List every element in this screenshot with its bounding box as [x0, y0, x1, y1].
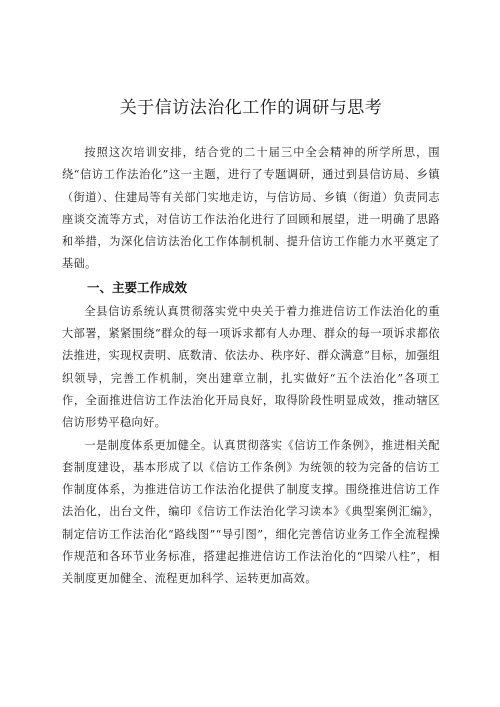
intro-paragraph: 按照这次培训安排，结合党的二十届三中全会精神的所学所思，围绕“信访工作法治化”这一主题，进行了专题调研，通过到县信访局、乡镇（街道）、住建局等有关部门实地走访，与信访局、乡镇（街道）负责同志座谈交流等方式，对信访工作法治化进行了回顾和展望，进一明确了思路和举措，为深化信访法治化工作体制机制、提升信访工作能力水平奠定了基础。	[62, 146, 440, 271]
section1-paragraph-2: 一是制度体系更加健全。认真贯彻落实《信访工作条例》，推进相关配套制度建设，基本形成了以《信访工作条例》为统领的较为完备的信访工作制度体系，为推进信访工作法治化提供了制度支撑。围绕推进信访工作法治化，出台文件，编印《信访工作法治化学习读本》《典型案例汇编》，制定信访工作法治化“路线图”“导引图”，细化完善信访业务工作全流程操作规范和各环节业务标准，搭建起推进信访工作法治化的“四梁八柱”，相关制度更加健全、流程更加科学、运转更加高效。	[62, 438, 440, 586]
section-heading-main-achievements: 一、主要工作成效	[87, 279, 188, 295]
document-title: 关于信访法治化工作的调研与思考	[119, 98, 383, 118]
section1-paragraph-1: 全县信访系统认真贯彻落实党中央关于着力推进信访工作法治化的重大部署，紧紧围绕“群众的每一项诉求都有人办理、群众的每一项诉求都依法推进，实现权责明、底数清、依法办、秩序好、群众满意”目标，加强组织领导，完善工作机制，突出建章立制，扎实做好“五个法治化”各项工作，全面推进信访工作法治化开局良好，取得阶段性明显成效，推动辖区信访形势平稳向好。	[62, 304, 440, 430]
